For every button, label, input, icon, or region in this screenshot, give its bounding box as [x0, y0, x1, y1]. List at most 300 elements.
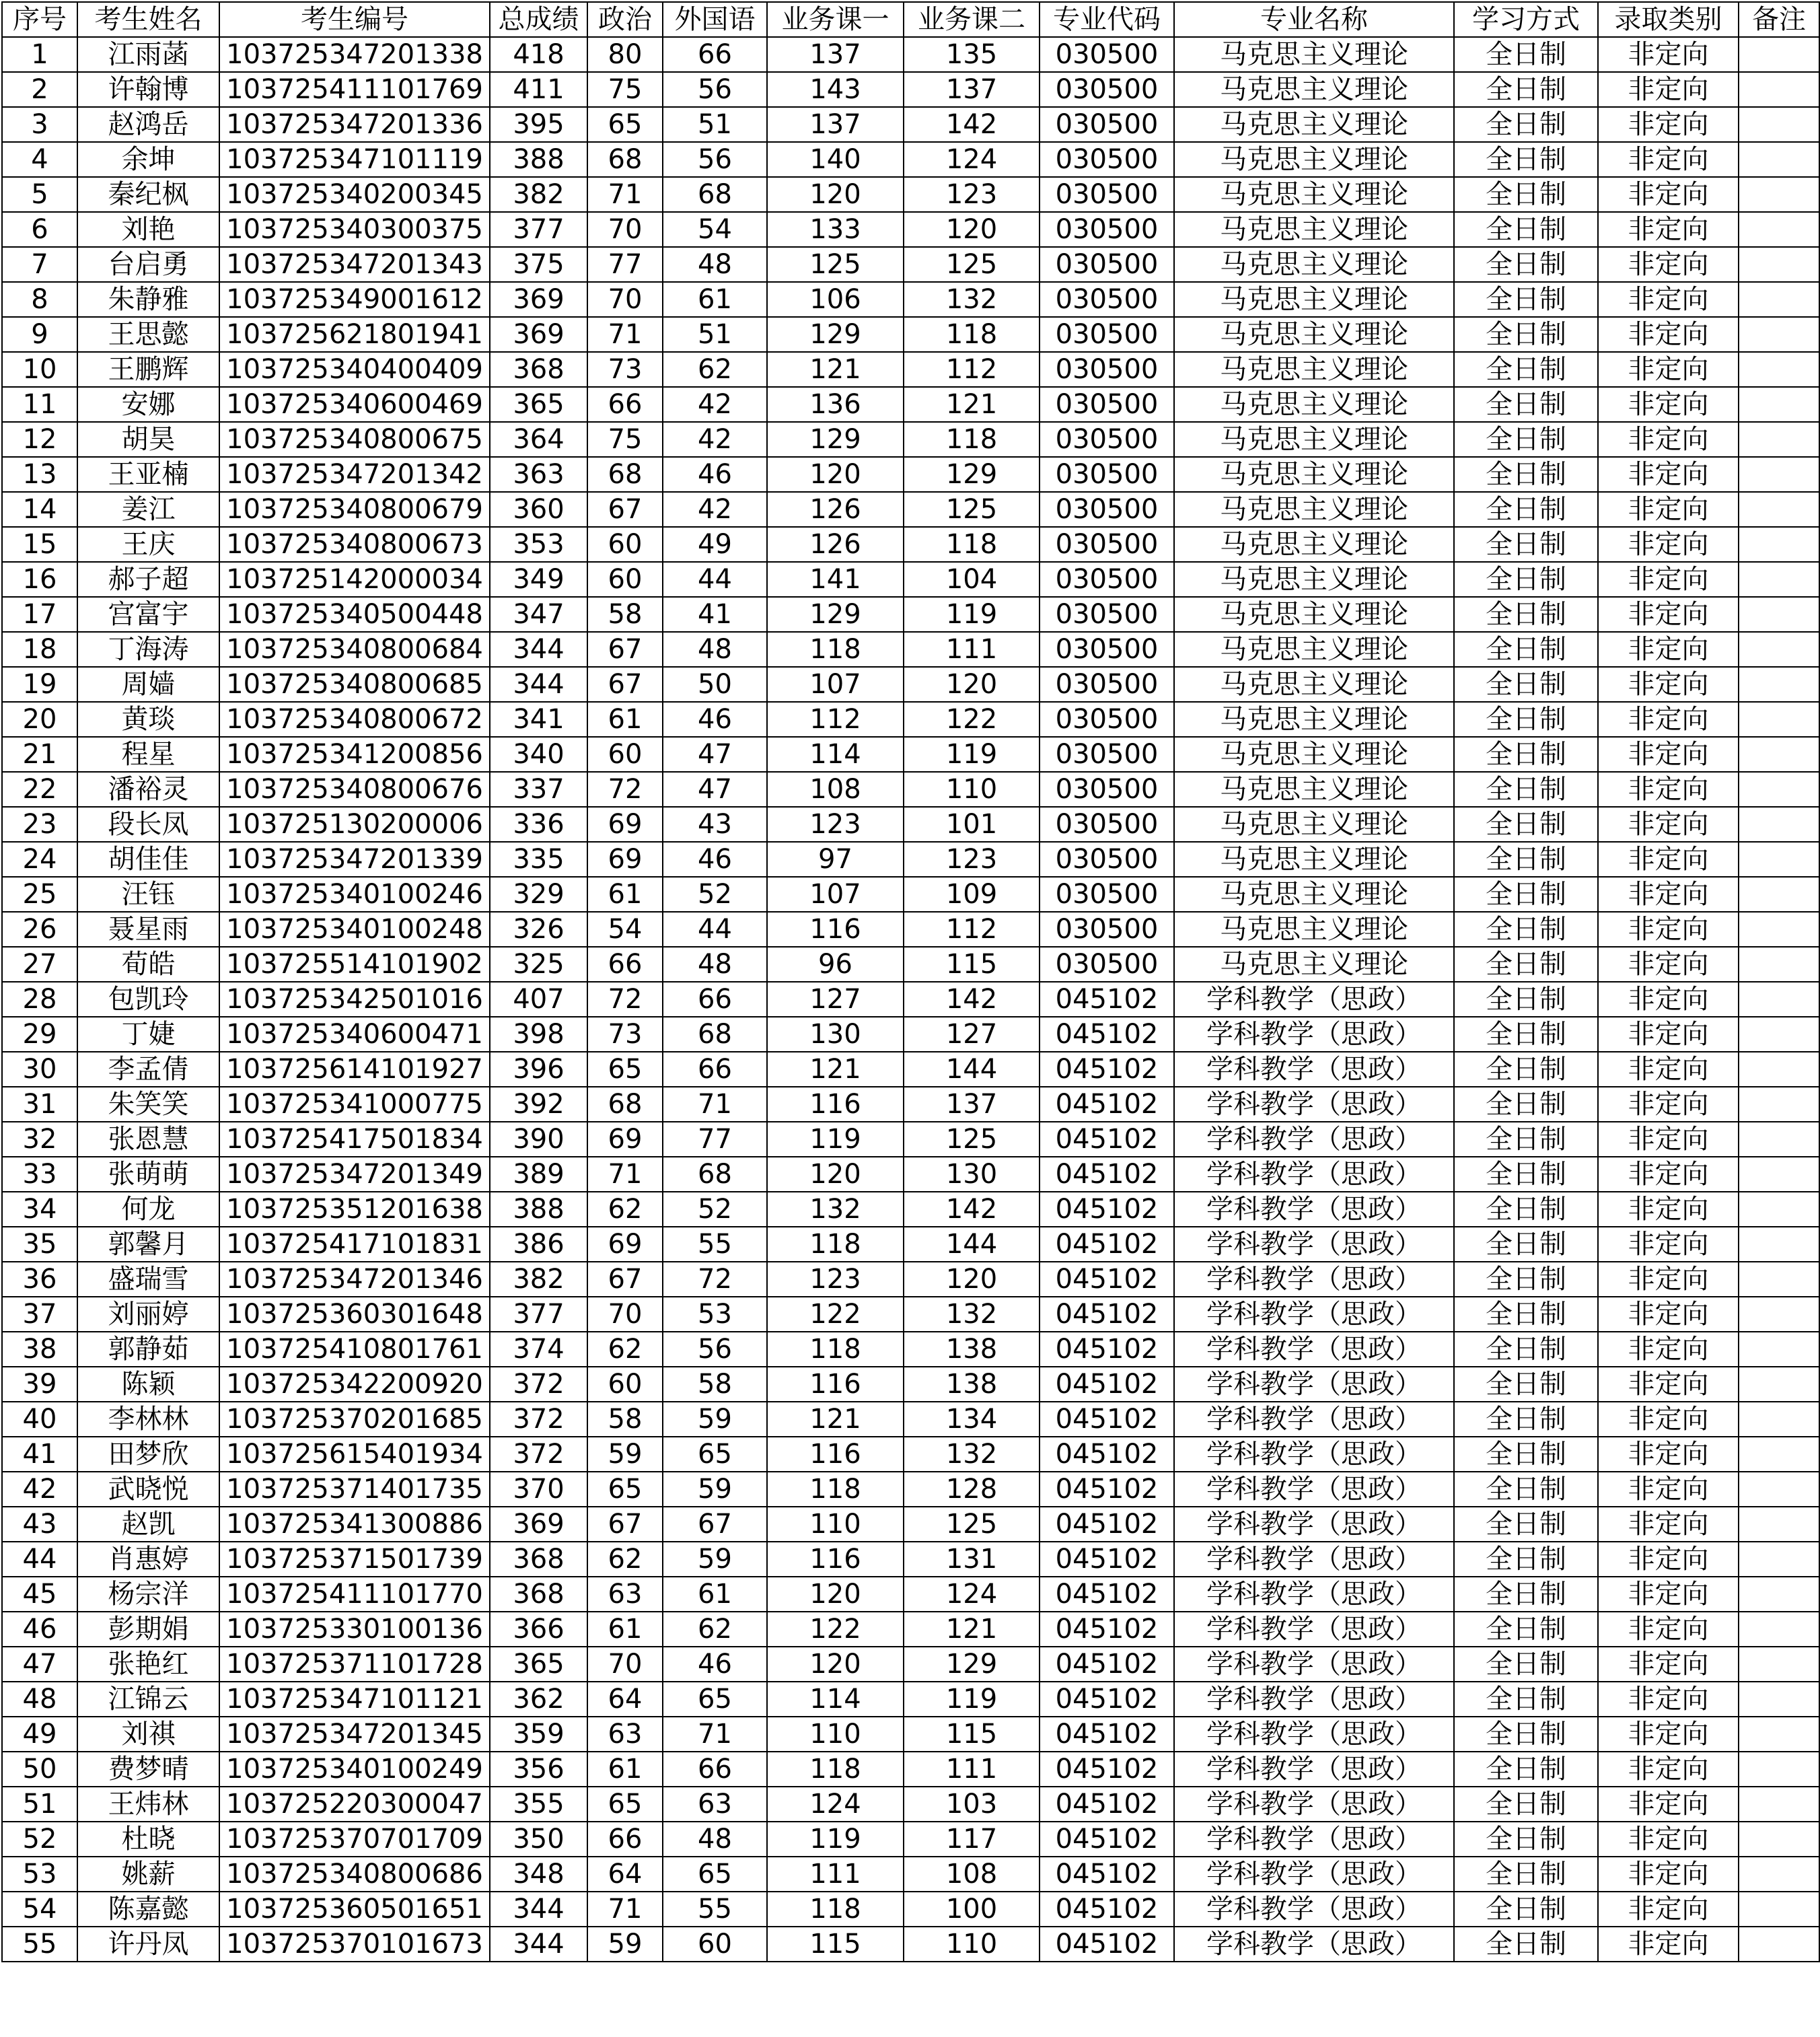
- cell-foreign-language: 55: [663, 1227, 767, 1262]
- cell-major-code: 030500: [1040, 457, 1174, 492]
- cell-study-mode: 全日制: [1454, 282, 1598, 317]
- cell-admission-type: 非定向: [1598, 1822, 1739, 1857]
- cell-remarks: [1739, 772, 1819, 807]
- cell-name: 安娜: [77, 387, 219, 422]
- cell-admission-type: 非定向: [1598, 1157, 1739, 1192]
- cell-politics: 62: [587, 1542, 663, 1577]
- cell-name: 郭静茹: [77, 1332, 219, 1367]
- cell-candidate-id: 103725341000775: [219, 1087, 490, 1122]
- cell-course-two: 123: [904, 842, 1040, 877]
- cell-name: 周嫱: [77, 667, 219, 702]
- cell-major-code: 045102: [1040, 1577, 1174, 1612]
- cell-major-code: 045102: [1040, 1227, 1174, 1262]
- cell-course-two: 125: [904, 492, 1040, 527]
- cell-candidate-id: 103725370701709: [219, 1822, 490, 1857]
- cell-total-score: 375: [490, 247, 587, 282]
- cell-name: 李林林: [77, 1402, 219, 1437]
- table-row: [2, 1717, 1819, 1752]
- cell-index: 3: [2, 107, 77, 142]
- cell-major-name: 学科教学（思政）: [1174, 1752, 1454, 1787]
- cell-remarks: [1739, 1892, 1819, 1927]
- cell-study-mode: 全日制: [1454, 842, 1598, 877]
- cell-index: 21: [2, 737, 77, 772]
- table-row: [2, 492, 1819, 527]
- cell-admission-type: 非定向: [1598, 1717, 1739, 1752]
- cell-major-name: 学科教学（思政）: [1174, 1857, 1454, 1892]
- cell-major-name: 马克思主义理论: [1174, 282, 1454, 317]
- table-row: [2, 1192, 1819, 1227]
- cell-index: 13: [2, 457, 77, 492]
- cell-name: 刘艳: [77, 212, 219, 247]
- cell-name: 王炜林: [77, 1787, 219, 1822]
- cell-admission-type: 非定向: [1598, 317, 1739, 352]
- cell-politics: 73: [587, 352, 663, 387]
- cell-admission-type: 非定向: [1598, 1122, 1739, 1157]
- cell-course-one: 116: [767, 912, 904, 947]
- cell-course-two: 120: [904, 212, 1040, 247]
- cell-politics: 70: [587, 1647, 663, 1682]
- cell-course-one: 120: [767, 1157, 904, 1192]
- cell-admission-type: 非定向: [1598, 877, 1739, 912]
- table-row: [2, 1122, 1819, 1157]
- cell-course-one: 118: [767, 1472, 904, 1507]
- cell-major-name: 马克思主义理论: [1174, 212, 1454, 247]
- cell-candidate-id: 103725342200920: [219, 1367, 490, 1402]
- cell-foreign-language: 56: [663, 1332, 767, 1367]
- cell-index: 6: [2, 212, 77, 247]
- cell-study-mode: 全日制: [1454, 1542, 1598, 1577]
- header-politics: 政治: [587, 2, 663, 37]
- cell-admission-type: 非定向: [1598, 947, 1739, 982]
- cell-politics: 72: [587, 772, 663, 807]
- cell-politics: 66: [587, 947, 663, 982]
- cell-remarks: [1739, 807, 1819, 842]
- cell-course-two: 118: [904, 422, 1040, 457]
- cell-foreign-language: 48: [663, 1822, 767, 1857]
- cell-major-code: 045102: [1040, 1542, 1174, 1577]
- cell-foreign-language: 44: [663, 912, 767, 947]
- cell-foreign-language: 47: [663, 737, 767, 772]
- cell-admission-type: 非定向: [1598, 1682, 1739, 1717]
- cell-major-name: 学科教学（思政）: [1174, 1367, 1454, 1402]
- cell-politics: 67: [587, 1507, 663, 1542]
- cell-major-code: 045102: [1040, 1717, 1174, 1752]
- cell-remarks: [1739, 72, 1819, 107]
- cell-remarks: [1739, 352, 1819, 387]
- cell-index: 49: [2, 1717, 77, 1752]
- cell-foreign-language: 56: [663, 142, 767, 177]
- cell-course-two: 100: [904, 1892, 1040, 1927]
- cell-admission-type: 非定向: [1598, 1017, 1739, 1052]
- cell-study-mode: 全日制: [1454, 1297, 1598, 1332]
- cell-course-one: 124: [767, 1787, 904, 1822]
- cell-admission-type: 非定向: [1598, 492, 1739, 527]
- cell-admission-type: 非定向: [1598, 37, 1739, 72]
- cell-admission-type: 非定向: [1598, 1087, 1739, 1122]
- table-row: [2, 632, 1819, 667]
- cell-major-code: 045102: [1040, 1262, 1174, 1297]
- cell-admission-type: 非定向: [1598, 1367, 1739, 1402]
- cell-name: 陈颖: [77, 1367, 219, 1402]
- cell-index: 27: [2, 947, 77, 982]
- cell-study-mode: 全日制: [1454, 1577, 1598, 1612]
- table-row: [2, 1892, 1819, 1927]
- cell-candidate-id: 103725614101927: [219, 1052, 490, 1087]
- cell-total-score: 344: [490, 1927, 587, 1962]
- cell-total-score: 377: [490, 1297, 587, 1332]
- cell-major-name: 学科教学（思政）: [1174, 1017, 1454, 1052]
- cell-total-score: 355: [490, 1787, 587, 1822]
- cell-candidate-id: 103725615401934: [219, 1437, 490, 1472]
- cell-course-one: 114: [767, 737, 904, 772]
- cell-study-mode: 全日制: [1454, 37, 1598, 72]
- cell-total-score: 359: [490, 1717, 587, 1752]
- cell-remarks: [1739, 1227, 1819, 1262]
- cell-politics: 71: [587, 1892, 663, 1927]
- cell-course-two: 138: [904, 1367, 1040, 1402]
- cell-politics: 58: [587, 597, 663, 632]
- cell-total-score: 372: [490, 1402, 587, 1437]
- cell-course-one: 120: [767, 177, 904, 212]
- cell-candidate-id: 103725371501739: [219, 1542, 490, 1577]
- cell-admission-type: 非定向: [1598, 1857, 1739, 1892]
- cell-major-name: 学科教学（思政）: [1174, 1437, 1454, 1472]
- cell-course-one: 130: [767, 1017, 904, 1052]
- cell-politics: 65: [587, 1472, 663, 1507]
- cell-major-name: 马克思主义理论: [1174, 597, 1454, 632]
- cell-remarks: [1739, 947, 1819, 982]
- cell-candidate-id: 103725347201339: [219, 842, 490, 877]
- cell-major-name: 马克思主义理论: [1174, 352, 1454, 387]
- cell-politics: 80: [587, 37, 663, 72]
- cell-foreign-language: 56: [663, 72, 767, 107]
- cell-course-two: 125: [904, 1507, 1040, 1542]
- cell-name: 刘祺: [77, 1717, 219, 1752]
- cell-course-two: 125: [904, 1122, 1040, 1157]
- cell-study-mode: 全日制: [1454, 1787, 1598, 1822]
- table-row: [2, 1647, 1819, 1682]
- cell-remarks: [1739, 912, 1819, 947]
- cell-course-one: 133: [767, 212, 904, 247]
- cell-admission-type: 非定向: [1598, 1332, 1739, 1367]
- cell-admission-type: 非定向: [1598, 772, 1739, 807]
- cell-foreign-language: 61: [663, 282, 767, 317]
- cell-index: 5: [2, 177, 77, 212]
- cell-politics: 60: [587, 527, 663, 562]
- header-major-code: 专业代码: [1040, 2, 1174, 37]
- cell-remarks: [1739, 1822, 1819, 1857]
- cell-major-name: 马克思主义理论: [1174, 912, 1454, 947]
- cell-admission-type: 非定向: [1598, 842, 1739, 877]
- cell-foreign-language: 60: [663, 1927, 767, 1962]
- cell-study-mode: 全日制: [1454, 772, 1598, 807]
- cell-course-one: 123: [767, 807, 904, 842]
- cell-course-one: 119: [767, 1122, 904, 1157]
- table-row: [2, 37, 1819, 72]
- cell-admission-type: 非定向: [1598, 1612, 1739, 1647]
- cell-candidate-id: 103725340800676: [219, 772, 490, 807]
- cell-foreign-language: 65: [663, 1682, 767, 1717]
- cell-name: 王鹏辉: [77, 352, 219, 387]
- cell-total-score: 382: [490, 177, 587, 212]
- cell-index: 10: [2, 352, 77, 387]
- cell-major-name: 马克思主义理论: [1174, 667, 1454, 702]
- table-row: [2, 1262, 1819, 1297]
- cell-total-score: 364: [490, 422, 587, 457]
- cell-remarks: [1739, 1262, 1819, 1297]
- cell-index: 24: [2, 842, 77, 877]
- cell-index: 37: [2, 1297, 77, 1332]
- cell-total-score: 344: [490, 667, 587, 702]
- cell-candidate-id: 103725370201685: [219, 1402, 490, 1437]
- cell-course-two: 115: [904, 947, 1040, 982]
- cell-foreign-language: 46: [663, 702, 767, 737]
- cell-politics: 69: [587, 1122, 663, 1157]
- cell-course-two: 112: [904, 352, 1040, 387]
- cell-course-two: 119: [904, 737, 1040, 772]
- cell-major-code: 045102: [1040, 1332, 1174, 1367]
- cell-candidate-id: 103725340800679: [219, 492, 490, 527]
- cell-candidate-id: 103725347201346: [219, 1262, 490, 1297]
- cell-study-mode: 全日制: [1454, 632, 1598, 667]
- header-foreign-language: 外国语: [663, 2, 767, 37]
- cell-politics: 77: [587, 247, 663, 282]
- cell-remarks: [1739, 1437, 1819, 1472]
- cell-course-one: 129: [767, 317, 904, 352]
- cell-remarks: [1739, 1647, 1819, 1682]
- cell-course-two: 137: [904, 72, 1040, 107]
- cell-course-two: 119: [904, 597, 1040, 632]
- cell-politics: 59: [587, 1437, 663, 1472]
- cell-remarks: [1739, 1332, 1819, 1367]
- cell-politics: 70: [587, 282, 663, 317]
- cell-study-mode: 全日制: [1454, 947, 1598, 982]
- cell-major-code: 030500: [1040, 212, 1174, 247]
- header-course-one: 业务课一: [767, 2, 904, 37]
- table-row: [2, 597, 1819, 632]
- cell-study-mode: 全日制: [1454, 1157, 1598, 1192]
- cell-admission-type: 非定向: [1598, 1927, 1739, 1962]
- cell-major-code: 045102: [1040, 1437, 1174, 1472]
- cell-major-code: 030500: [1040, 37, 1174, 72]
- cell-admission-type: 非定向: [1598, 72, 1739, 107]
- cell-foreign-language: 66: [663, 982, 767, 1017]
- cell-admission-type: 非定向: [1598, 1647, 1739, 1682]
- cell-candidate-id: 103725347201336: [219, 107, 490, 142]
- cell-course-one: 132: [767, 1192, 904, 1227]
- cell-course-one: 116: [767, 1367, 904, 1402]
- cell-major-name: 马克思主义理论: [1174, 457, 1454, 492]
- cell-candidate-id: 103725130200006: [219, 807, 490, 842]
- cell-politics: 64: [587, 1857, 663, 1892]
- cell-politics: 62: [587, 1192, 663, 1227]
- cell-major-name: 马克思主义理论: [1174, 877, 1454, 912]
- cell-name: 程星: [77, 737, 219, 772]
- cell-foreign-language: 68: [663, 1017, 767, 1052]
- table-row: [2, 247, 1819, 282]
- cell-foreign-language: 59: [663, 1472, 767, 1507]
- cell-remarks: [1739, 1017, 1819, 1052]
- cell-total-score: 396: [490, 1052, 587, 1087]
- table-row: [2, 527, 1819, 562]
- cell-name: 王庆: [77, 527, 219, 562]
- cell-index: 22: [2, 772, 77, 807]
- cell-course-one: 127: [767, 982, 904, 1017]
- cell-remarks: [1739, 107, 1819, 142]
- cell-politics: 54: [587, 912, 663, 947]
- cell-politics: 71: [587, 317, 663, 352]
- cell-major-code: 030500: [1040, 282, 1174, 317]
- cell-foreign-language: 62: [663, 352, 767, 387]
- table-row: [2, 807, 1819, 842]
- cell-study-mode: 全日制: [1454, 1822, 1598, 1857]
- cell-candidate-id: 103725621801941: [219, 317, 490, 352]
- cell-major-code: 045102: [1040, 1927, 1174, 1962]
- cell-name: 汪钰: [77, 877, 219, 912]
- cell-index: 2: [2, 72, 77, 107]
- cell-study-mode: 全日制: [1454, 912, 1598, 947]
- table-row: [2, 982, 1819, 1017]
- cell-index: 15: [2, 527, 77, 562]
- cell-study-mode: 全日制: [1454, 807, 1598, 842]
- cell-course-two: 129: [904, 1647, 1040, 1682]
- cell-candidate-id: 103725220300047: [219, 1787, 490, 1822]
- cell-major-name: 学科教学（思政）: [1174, 1787, 1454, 1822]
- cell-course-two: 142: [904, 1192, 1040, 1227]
- cell-name: 杜晓: [77, 1822, 219, 1857]
- cell-total-score: 363: [490, 457, 587, 492]
- cell-foreign-language: 42: [663, 422, 767, 457]
- cell-politics: 66: [587, 1822, 663, 1857]
- cell-course-two: 132: [904, 1437, 1040, 1472]
- cell-study-mode: 全日制: [1454, 667, 1598, 702]
- cell-remarks: [1739, 597, 1819, 632]
- cell-total-score: 348: [490, 1857, 587, 1892]
- cell-total-score: 411: [490, 72, 587, 107]
- cell-name: 包凯玲: [77, 982, 219, 1017]
- cell-name: 张恩慧: [77, 1122, 219, 1157]
- cell-index: 11: [2, 387, 77, 422]
- cell-study-mode: 全日制: [1454, 562, 1598, 597]
- cell-total-score: 350: [490, 1822, 587, 1857]
- cell-course-two: 144: [904, 1052, 1040, 1087]
- table-row: [2, 877, 1819, 912]
- cell-study-mode: 全日制: [1454, 1332, 1598, 1367]
- cell-candidate-id: 103725349001612: [219, 282, 490, 317]
- cell-total-score: 349: [490, 562, 587, 597]
- cell-politics: 71: [587, 1157, 663, 1192]
- cell-candidate-id: 103725360301648: [219, 1297, 490, 1332]
- cell-remarks: [1739, 1507, 1819, 1542]
- cell-total-score: 370: [490, 1472, 587, 1507]
- cell-name: 潘裕灵: [77, 772, 219, 807]
- cell-study-mode: 全日制: [1454, 982, 1598, 1017]
- cell-major-code: 045102: [1040, 982, 1174, 1017]
- cell-course-one: 141: [767, 562, 904, 597]
- cell-remarks: [1739, 1402, 1819, 1437]
- cell-index: 4: [2, 142, 77, 177]
- cell-major-code: 030500: [1040, 422, 1174, 457]
- table-row: [2, 1542, 1819, 1577]
- cell-candidate-id: 103725341200856: [219, 737, 490, 772]
- cell-total-score: 362: [490, 1682, 587, 1717]
- cell-index: 54: [2, 1892, 77, 1927]
- cell-remarks: [1739, 1577, 1819, 1612]
- cell-admission-type: 非定向: [1598, 702, 1739, 737]
- cell-course-two: 118: [904, 317, 1040, 352]
- cell-politics: 67: [587, 667, 663, 702]
- table-row: [2, 947, 1819, 982]
- cell-total-score: 341: [490, 702, 587, 737]
- cell-total-score: 360: [490, 492, 587, 527]
- cell-major-code: 030500: [1040, 632, 1174, 667]
- cell-admission-type: 非定向: [1598, 1787, 1739, 1822]
- table-row: [2, 1402, 1819, 1437]
- cell-course-two: 120: [904, 667, 1040, 702]
- cell-major-name: 学科教学（思政）: [1174, 1157, 1454, 1192]
- cell-candidate-id: 103725351201638: [219, 1192, 490, 1227]
- cell-course-two: 144: [904, 1227, 1040, 1262]
- cell-course-two: 121: [904, 387, 1040, 422]
- cell-politics: 65: [587, 107, 663, 142]
- cell-name: 田梦欣: [77, 1437, 219, 1472]
- cell-major-name: 学科教学（思政）: [1174, 1577, 1454, 1612]
- cell-index: 32: [2, 1122, 77, 1157]
- cell-candidate-id: 103725347101119: [219, 142, 490, 177]
- cell-course-one: 108: [767, 772, 904, 807]
- cell-major-name: 马克思主义理论: [1174, 947, 1454, 982]
- cell-name: 陈嘉懿: [77, 1892, 219, 1927]
- cell-admission-type: 非定向: [1598, 1472, 1739, 1507]
- table-row: [2, 1087, 1819, 1122]
- cell-course-two: 119: [904, 1682, 1040, 1717]
- cell-candidate-id: 103725410801761: [219, 1332, 490, 1367]
- cell-major-code: 045102: [1040, 1472, 1174, 1507]
- table-row: [2, 1157, 1819, 1192]
- cell-index: 39: [2, 1367, 77, 1402]
- cell-major-name: 马克思主义理论: [1174, 317, 1454, 352]
- cell-candidate-id: 103725340100249: [219, 1752, 490, 1787]
- cell-remarks: [1739, 1192, 1819, 1227]
- cell-study-mode: 全日制: [1454, 877, 1598, 912]
- cell-politics: 63: [587, 1577, 663, 1612]
- cell-admission-type: 非定向: [1598, 142, 1739, 177]
- cell-politics: 65: [587, 1052, 663, 1087]
- cell-study-mode: 全日制: [1454, 1052, 1598, 1087]
- cell-foreign-language: 61: [663, 1577, 767, 1612]
- cell-index: 16: [2, 562, 77, 597]
- cell-index: 38: [2, 1332, 77, 1367]
- cell-major-code: 045102: [1040, 1787, 1174, 1822]
- cell-candidate-id: 103725347201338: [219, 37, 490, 72]
- cell-remarks: [1739, 37, 1819, 72]
- cell-foreign-language: 59: [663, 1542, 767, 1577]
- cell-remarks: [1739, 1297, 1819, 1332]
- cell-name: 张萌萌: [77, 1157, 219, 1192]
- cell-admission-type: 非定向: [1598, 282, 1739, 317]
- cell-course-two: 110: [904, 1927, 1040, 1962]
- cell-total-score: 374: [490, 1332, 587, 1367]
- cell-total-score: 368: [490, 1577, 587, 1612]
- cell-name: 姚薪: [77, 1857, 219, 1892]
- cell-admission-type: 非定向: [1598, 1542, 1739, 1577]
- cell-candidate-id: 103725411101769: [219, 72, 490, 107]
- cell-politics: 69: [587, 1227, 663, 1262]
- cell-name: 盛瑞雪: [77, 1262, 219, 1297]
- table-row: [2, 1752, 1819, 1787]
- cell-total-score: 390: [490, 1122, 587, 1157]
- cell-name: 彭期娟: [77, 1612, 219, 1647]
